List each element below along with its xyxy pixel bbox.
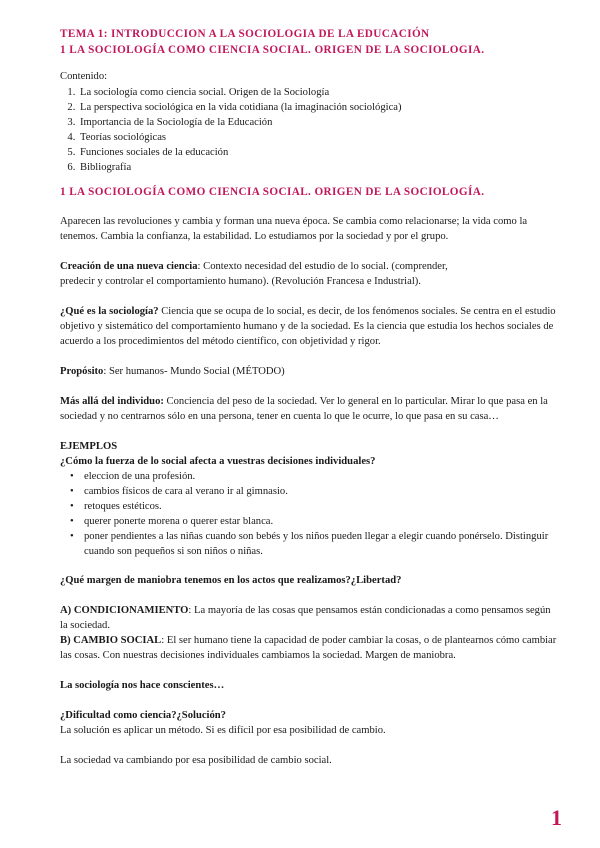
examples-list bbox=[60, 469, 560, 559]
contents-item: 5. Funciones sociales de la educación bbox=[78, 145, 560, 160]
page-number: 1 bbox=[551, 805, 562, 830]
contents-item: 2. La perspectiva sociológica en la vida cotidiana (la imaginación sociológica) bbox=[78, 100, 560, 115]
contents-item: 1. La sociología como ciencia social. Origen de la Sociología bbox=[78, 85, 560, 100]
creacion-text-1: : Contexto necesidad del estudio de lo social. (comprender, bbox=[197, 261, 448, 272]
intro-paragraph: Aparecen las revoluciones y cambia y forman una nueva época. Se cambia como relacionarse; la vida como la tenemos. Cambia la confianza, la estabilidad. Lo estudiamos por la sociedad y por el grupo. bbox=[60, 216, 528, 242]
creacion-label: Creación de una nueva ciencia bbox=[60, 261, 198, 272]
final-line: La sociedad va cambiando por esa posibilidad de cambio social. bbox=[60, 755, 332, 766]
cambio-social-label: B) CAMBIO SOCIAL bbox=[60, 635, 162, 646]
dificultad-answer: La solución es aplicar un método. Si es difícil por esa posibilidad de cambio. bbox=[60, 725, 386, 736]
document-subtitle: 1 LA SOCIOLOGÍA COMO CIENCIA SOCIAL. ORIGEN DE LA SOCIOLOGIA. bbox=[60, 44, 485, 56]
condicionamiento-text: : La mayoría de las cosas que pensamos están condicionadas a como pensamos según la sociedad. bbox=[60, 605, 551, 631]
section-title: 1 LA SOCIOLOGÍA COMO CIENCIA SOCIAL. ORIGEN DE LA SOCIOLOGÍA. bbox=[60, 186, 485, 198]
example-item: • querer ponerte morena o querer estar blanca. bbox=[78, 514, 560, 529]
mas-alla-text: Conciencia del peso de la sociedad. Ver lo general en lo particular. Mirar lo que pasa en la sociedad y no centrarnos sólo en una persona, tener en cuenta lo que le ocurre, lo que pasa en su casa… bbox=[60, 396, 548, 422]
contents-item: 6. Bibliografía bbox=[78, 160, 560, 175]
condicionamiento-paragraph bbox=[60, 603, 560, 633]
cambio-social-paragraph bbox=[60, 633, 560, 663]
conscientes-line: La sociología nos hace conscientes… bbox=[60, 680, 225, 691]
document-page bbox=[60, 26, 560, 783]
creacion-text-2: predecir y controlar el comportamiento humano). (Revolución Francesa e Industrial). bbox=[60, 276, 421, 287]
proposito-label: Propósito bbox=[60, 366, 104, 377]
que-es-label: ¿Qué es la sociología? bbox=[60, 306, 159, 317]
example-item: • poner pendientes a las niñas cuando son bebés y los niños pueden llegar a elegir cuando ponérselo. Distinguir cuando son pequeños si son niños o niñas. bbox=[78, 529, 560, 559]
contents-item: 4. Teorías sociológicas bbox=[78, 130, 560, 145]
example-item: • eleccion de una profesión. bbox=[78, 469, 560, 484]
margin-question: ¿Qué margen de maniobra tenemos en los actos que realizamos?¿Libertad? bbox=[60, 575, 402, 586]
example-item: • cambios físicos de cara al verano ir al gimnasio. bbox=[78, 484, 560, 499]
condicionamiento-label: A) CONDICIONAMIENTO bbox=[60, 605, 189, 616]
dificultad-question: ¿Dificultad como ciencia?¿Solución? bbox=[60, 710, 226, 721]
example-item: • retoques estéticos. bbox=[78, 499, 560, 514]
contents-list bbox=[60, 85, 560, 175]
cambio-social-text: : El ser humano tiene la capacidad de poder cambiar la cosas, o de plantearnos cómo cambiar las cosas. Con nuestras decisiones individuales cambiamos la sociedad. Margen de maniobra. bbox=[60, 635, 557, 661]
que-es-text: Ciencia que se ocupa de lo social, es decir, de los fenómenos sociales. Se centra en el estudio objetivo y sistemático del comportamiento humano y de la sociedad. Es la ciencia que estudia los hechos sociales de acuerdo a los procedimientos del método científico, con objetividad y rigor. bbox=[60, 306, 556, 347]
proposito-text: : Ser humanos- Mundo Social (MÉTODO) bbox=[103, 366, 285, 377]
mas-alla-label: Más allá del individuo: bbox=[60, 396, 164, 407]
examples-question: ¿Cómo la fuerza de lo social afecta a vuestras decisiones individuales? bbox=[60, 456, 376, 467]
contents-item: 3. Importancia de la Sociología de la Educación bbox=[78, 115, 560, 130]
que-es-paragraph bbox=[60, 304, 560, 349]
document-title: TEMA 1: INTRODUCCION A LA SOCIOLOGIA DE LA EDUCACIÓN bbox=[60, 28, 430, 40]
examples-heading: EJEMPLOS bbox=[60, 441, 118, 452]
mas-alla-paragraph bbox=[60, 394, 560, 424]
contents-label: Contenido: bbox=[60, 71, 108, 82]
proposito-paragraph bbox=[60, 364, 560, 379]
creacion-paragraph bbox=[60, 259, 560, 289]
